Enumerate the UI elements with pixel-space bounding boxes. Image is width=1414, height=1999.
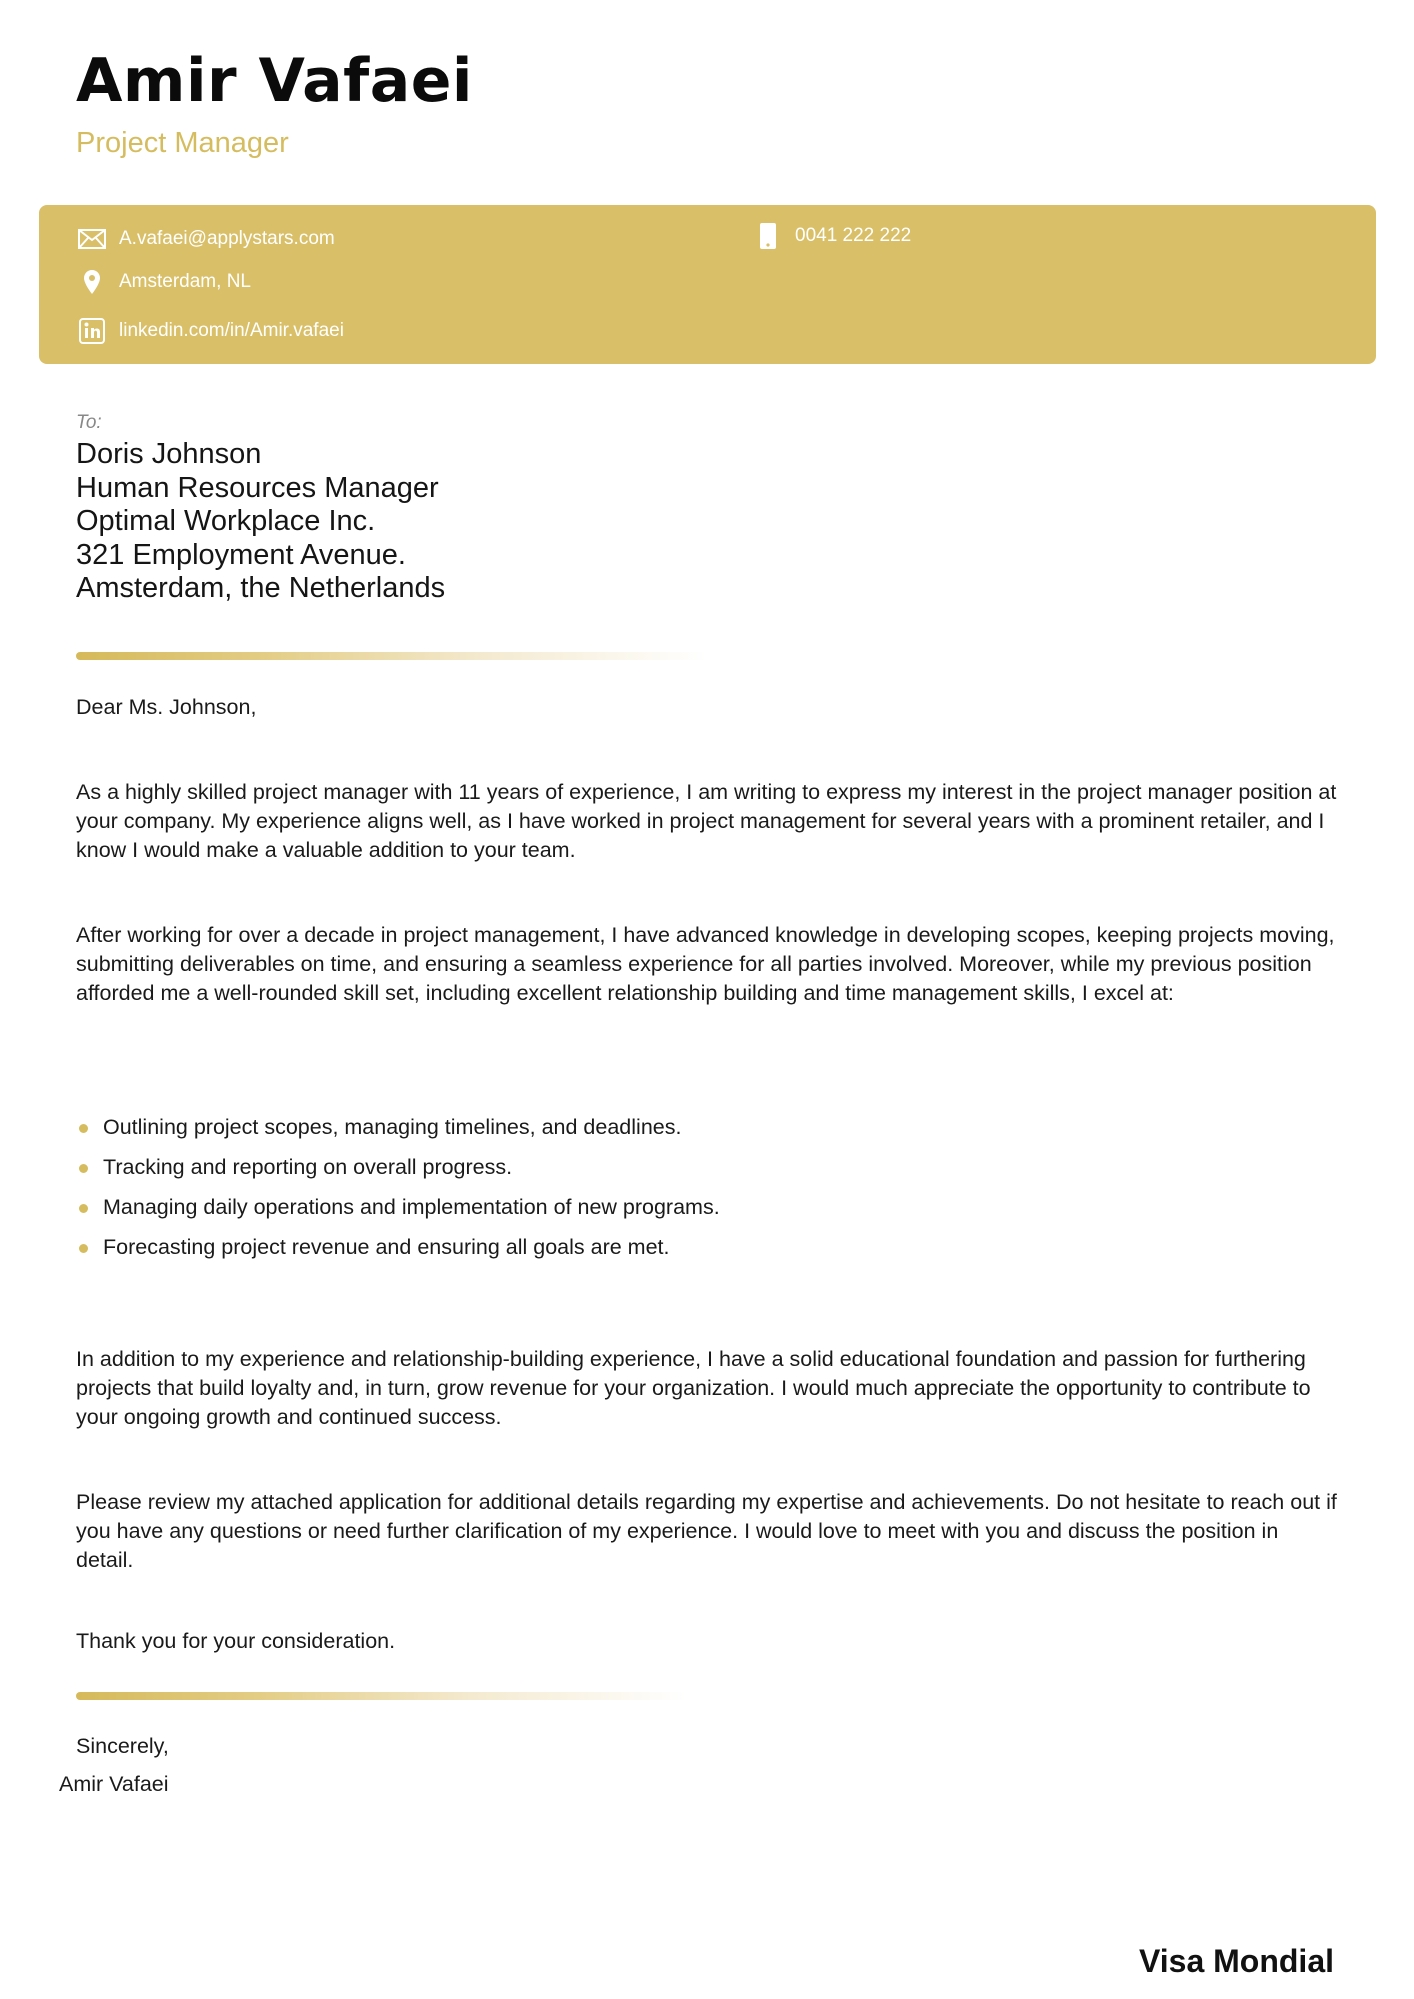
to-label: To:: [76, 412, 102, 433]
list-item-text: Tracking and reporting on overall progress.: [103, 1155, 513, 1179]
divider-top: [76, 652, 706, 660]
map-pin-icon: [77, 268, 107, 296]
list-item-text: Managing daily operations and implementation of new programs.: [103, 1195, 720, 1219]
email-text: A.vafaei@applystars.com: [119, 228, 335, 249]
paragraph-experience: After working for over a decade in project management, I have advanced knowledge in developing scopes, keeping projects moving, submitting deliverables on time, and ensuring a seamless experience for all parties involved. Moreover, while my previous position afforded me a well-rounded skill set, including excellent relationship building and time management skills, I excel at:: [76, 923, 1335, 1005]
bullet-dot-icon: [79, 1164, 88, 1173]
list-item-text: Outlining project scopes, managing timelines, and deadlines.: [103, 1115, 682, 1139]
paragraph-education: In addition to my experience and relationship-building experience, I have a solid educational foundation and passion for furthering projects that build loyalty and, in turn, grow revenue for your organization. I would much appreciate the opportunity to contribute to your ongoing growth and continued success.: [76, 1347, 1311, 1429]
contact-bar: [39, 205, 1376, 364]
divider-bottom: [76, 1692, 686, 1700]
list-item: [76, 1193, 1338, 1233]
envelope-icon: [77, 225, 107, 253]
contact-email[interactable]: [77, 225, 335, 253]
skills-list: [76, 1113, 1338, 1273]
list-item: [76, 1113, 1338, 1153]
phone-icon: [753, 222, 783, 250]
bullet-dot-icon: [79, 1204, 88, 1213]
phone-text: 0041 222 222: [795, 225, 912, 246]
list-item-text: Forecasting project revenue and ensuring all goals are met.: [103, 1235, 670, 1259]
salutation: Dear Ms. Johnson,: [76, 695, 257, 719]
paragraph-request: Please review my attached application for additional details regarding my expertise and achievements. Do not hesitate to reach out if you have any questions or need further clarification of my experience. I would love to meet with you and discuss the position in detail.: [76, 1490, 1337, 1572]
linkedin-icon: [77, 317, 107, 345]
signature: Amir Vafaei: [59, 1772, 169, 1796]
bullet-dot-icon: [79, 1244, 88, 1253]
recipient-role: Human Resources Manager: [76, 471, 439, 504]
recipient-company: Optimal Workplace Inc.: [76, 505, 376, 537]
list-item: [76, 1233, 1338, 1273]
contact-phone[interactable]: [753, 222, 911, 250]
job-title: Project Manager: [76, 127, 289, 159]
contact-linkedin[interactable]: [77, 317, 344, 345]
recipient-city: Amsterdam, the Netherlands: [76, 572, 446, 604]
paragraph-intro: As a highly skilled project manager with 11 years of experience, I am writing to express my interest in the project manager position at your company. My experience aligns well, as I have worked in project management for several years with a prominent retailer, and I know I would make a valuable addition to your team.: [76, 780, 1337, 862]
recipient-street: 321 Employment Avenue.: [76, 538, 406, 571]
thanks-line: Thank you for your consideration.: [76, 1629, 396, 1653]
recipient-name: Doris Johnson: [76, 438, 262, 470]
brand-logo-text: Visa Mondial: [1138, 1943, 1334, 1979]
closing: Sincerely,: [76, 1734, 169, 1758]
bullet-dot-icon: [79, 1124, 88, 1133]
applicant-name: Amir Vafaei: [76, 46, 473, 116]
location-text: Amsterdam, NL: [119, 271, 251, 292]
contact-location: [77, 268, 251, 296]
linkedin-text: linkedin.com/in/Amir.vafaei: [119, 320, 344, 341]
list-item: [76, 1153, 1338, 1193]
recipient-address: [76, 438, 445, 606]
